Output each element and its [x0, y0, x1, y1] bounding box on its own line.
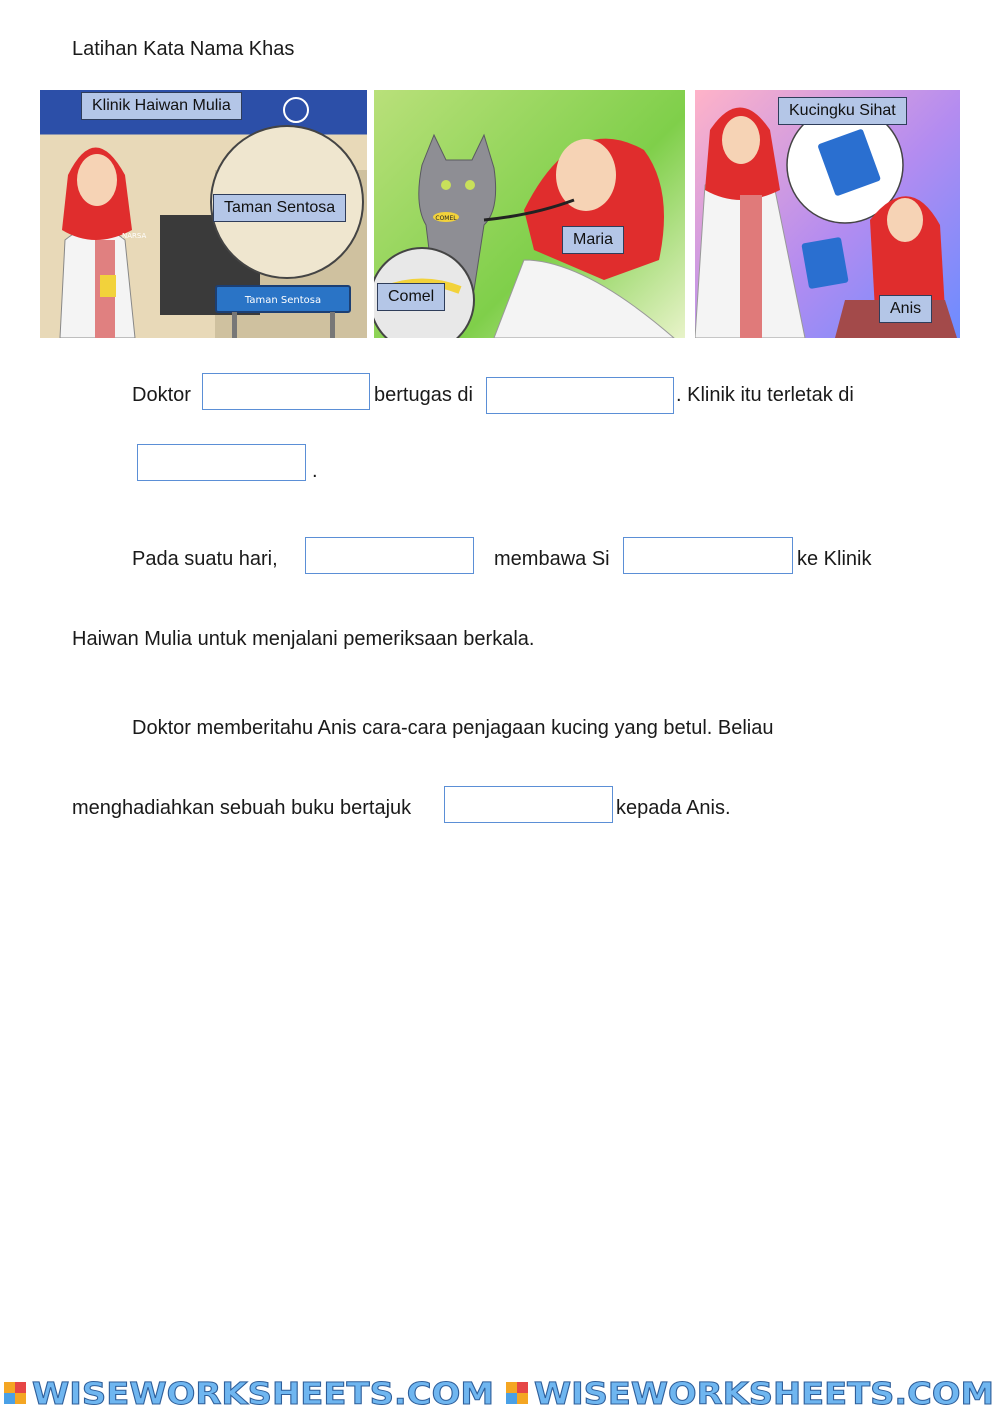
street-sign-text: Taman Sentosa [244, 295, 322, 306]
watermark-text-1: WISEWORKSHEETS.COM [32, 1377, 494, 1412]
blank-cat-name[interactable] [623, 537, 793, 574]
sentence-3-end: kepada Anis. [616, 797, 731, 819]
sentence-2-word-ke-klinik: ke Klinik [797, 548, 872, 570]
sentence-2-line-2: Haiwan Mulia untuk menjalani pemeriksaan berkala. [72, 628, 535, 650]
comic-panel-checkup [374, 90, 685, 338]
tag-anis: Anis [879, 295, 932, 323]
sentence-3-line-1: Doktor memberitahu Anis cara-cara penjagaan kucing yang betul. Beliau [132, 717, 774, 739]
comic-panel-clinic [40, 90, 367, 338]
worksheet-title: Latihan Kata Nama Khas [72, 38, 295, 60]
sentence-3-line-2: menghadiahkan sebuah buku bertajuk [72, 797, 412, 819]
sentence-1-word-doktor: Doktor [132, 384, 191, 406]
blank-clinic-name[interactable] [486, 377, 674, 414]
blank-location-name[interactable] [137, 444, 306, 481]
sentence-1-word-terletak: . Klinik itu terletak di [676, 384, 854, 406]
watermark-text-2: WISEWORKSHEETS.COM [534, 1377, 994, 1412]
tag-kucingku-sihat: Kucingku Sihat [778, 97, 907, 125]
tag-taman-sentosa: Taman Sentosa [213, 194, 346, 222]
tag-klinik-haiwan-mulia: Klinik Haiwan Mulia [81, 92, 242, 120]
sentence-1-word-bertugas: bertugas di [374, 384, 473, 406]
footer-watermark [0, 1372, 1000, 1413]
collar-label: COMEL [435, 215, 457, 222]
tag-comel: Comel [377, 283, 445, 311]
blank-doctor-name[interactable] [202, 373, 370, 410]
badge-label: NARSA [122, 232, 147, 240]
tag-maria: Maria [562, 226, 624, 254]
sentence-1-period: . [312, 460, 318, 482]
sentence-2-word-pada: Pada suatu hari, [132, 548, 278, 570]
blank-owner-name[interactable] [305, 537, 474, 574]
sentence-2-word-membawa: membawa Si [494, 548, 610, 570]
comic-panel-gift [695, 90, 960, 338]
blank-book-title[interactable] [444, 786, 613, 823]
